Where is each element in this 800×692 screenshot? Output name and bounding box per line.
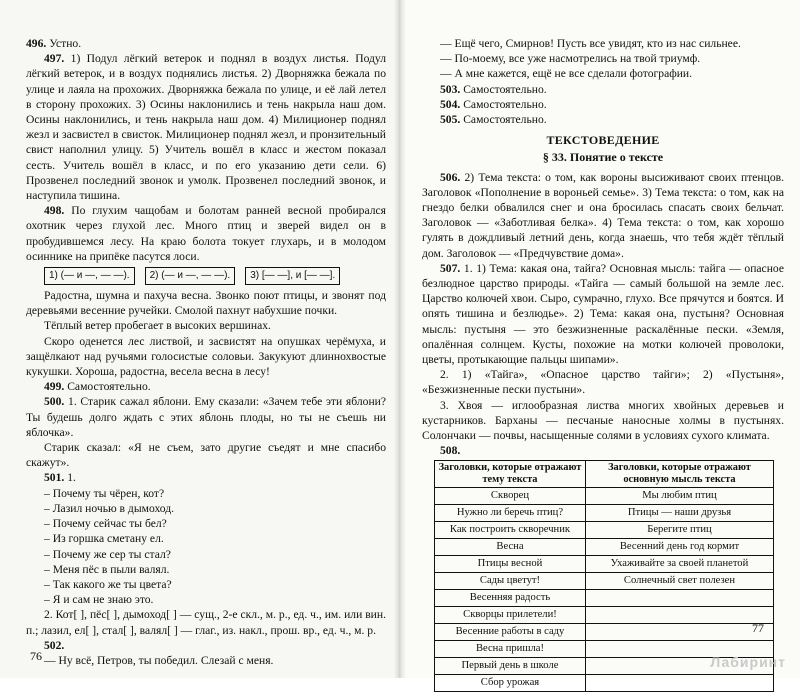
exercise-496: 496. Устно. xyxy=(26,37,82,50)
exercise-498: 498. По глухим чащобам и болотам ранней весной пробирался охотник через глухой лес. Много птиц и зверей видел он в пробудившемся лесу. На краю болота токует глухарь, и в молодом осиннике на припёке пасутся лоси. xyxy=(26,204,386,263)
exercise-504: 504. Самостоятельно. xyxy=(440,97,547,111)
cell-theme: Весна пришла! xyxy=(435,641,586,658)
dialog-line: — По-моему, все уже насмотрелись на твой триумф. xyxy=(440,52,701,66)
table-row xyxy=(435,522,774,539)
scheme-1: 1) (— и —, — —). xyxy=(44,267,135,285)
dialog-line: — Ещё чего, Смирнов! Пусть все увидят, кто из нас сильнее. xyxy=(440,37,741,50)
page-number-right: 77 xyxy=(752,620,764,635)
exercise-500-answer: Старик сказал: «Я не съем, зато другие съедят и мне спасибо скажут». xyxy=(26,441,386,470)
cell-main-idea xyxy=(585,590,773,607)
watermark-logo: Лабиринт xyxy=(710,653,786,670)
cell-main-idea xyxy=(585,675,773,692)
table-row xyxy=(435,488,774,505)
cell-theme: Сады цветут! xyxy=(435,573,586,590)
cell-theme: Первый день в школе xyxy=(435,658,586,675)
exercise-497: 497. 1) Подул лёгкий ветерок и поднял в воздух листья. Подул лёгкий ветерок, и в воздух поднялись листья. 2) Дворняжка бежала по улице и лаяла на прохожих. Дворняжка бежала по улице, и её лай летел в сторону прохожих. 3) Осины наклонились и тень накрыла наш дом. Осины наклонились, и тень накрыла наш дом. 4) Милиционер поднял жезл и засвистел в свисток. Милиционер поднял жезл, и пронзительный свист наполнил улицу. 5) Учитель вошёл в класс и жестом показал сесть. Учитель вошёл в класс, и по его указанию дети сели. 6) Прозвенел последний звонок и умолк. Прозвенел последний звонок, и наступила тишина. xyxy=(26,52,386,203)
exercise-506: 506. 2) Тема текста: о том, как вороны высиживают своих птенцов. Заголовок «Пополнение в вороньей семье». 3) Тема текста: о том, как на гнездо белки обвалился снег и она бросилась спасать своих бельчат. Заголовок — «Заботливая белка». 4) Тема текста: о том, как хорошо гулять в дождливый летний день, когда знаешь, что тебя ждёт тёплый дом. Заголовок — «Предчувствие дома». xyxy=(422,170,784,260)
left-column xyxy=(26,36,386,668)
scheme-2: 2) (— и —, — —). xyxy=(145,267,236,285)
dialog-line: – Почему ты чёрен, кот? xyxy=(44,486,165,500)
dialog-line: — А мне кажется, ещё не все сделали фотографии. xyxy=(440,67,693,81)
cell-theme: Весенние работы в саду xyxy=(435,624,586,641)
table-header-row xyxy=(435,461,774,488)
dialog-line: – Из горшка сметану ел. xyxy=(44,532,164,546)
scheme-3: 3) [— —], и [— —]. xyxy=(245,267,340,285)
cell-main-idea: Ухаживайте за своей планетой xyxy=(585,556,773,573)
exercise-501-part-2: 2. Кот[ ], пёс[ ], дымоход[ ] — сущ., 2-е скл., м. р., ед. ч., им. или вин. п.; лазил, ел[ ], стал[ ], валял[ ] — глаг., из. накл., прош. вр., ед. ч., м. р. xyxy=(26,608,386,637)
left-page xyxy=(0,0,400,678)
exercise-507-part-3: 3. Хвоя — иглообразная листва многих хвойных деревьев и кустарников. Барханы — песчаные наносные холмы в пустынях. Солончаки — почвы, насыщенные солями в условиях сухого климата. xyxy=(422,398,784,443)
exercise-499: 499. Самостоятельно. xyxy=(44,380,151,394)
right-column xyxy=(422,36,784,692)
dialog-line: – Я и сам не знаю это. xyxy=(44,593,154,607)
cell-theme: Сбор урожая xyxy=(435,675,586,692)
exercise-502-text: — Ну всё, Петров, ты победил. Слезай с меня. xyxy=(44,653,274,667)
table-row xyxy=(435,539,774,556)
cell-main-idea: Мы любим птиц xyxy=(585,488,773,505)
table-row xyxy=(435,505,774,522)
sentence-schemes xyxy=(44,267,386,285)
spring-paragraph-3: Скоро оденется лес листвой, и засвистят на опушках черёмуха, и защёлкают над ручьями голосистые соловьи. Закукуют длиннохвостые кукушки. Хороша, радостна, весела весна в лесу! xyxy=(26,334,386,379)
cell-theme: Как построить скворечник xyxy=(435,522,586,539)
dialog-line: – Меня пёс в пыли валял. xyxy=(44,562,170,576)
cell-theme: Весна xyxy=(435,539,586,556)
exercise-500: 500. 1. Старик сажал яблони. Ему сказали: «Зачем тебе эти яблони? Ты будешь долго ждать с этих яблонь плоды, но ты не съешь ни яблочка». xyxy=(26,395,386,439)
table-row xyxy=(435,675,774,692)
cell-main-idea: Весенний день год кормит xyxy=(585,539,773,556)
right-page xyxy=(400,0,800,689)
table-row xyxy=(435,573,774,590)
cell-theme: Скворец xyxy=(435,488,586,505)
cell-main-idea: Берегите птиц xyxy=(585,522,773,539)
cell-main-idea xyxy=(585,607,773,624)
exercise-507-part-2: 2. 1) «Тайга», «Опасное царство тайги»; 2) «Пустыня», «Безжизненные пески пустыни». xyxy=(422,368,784,397)
cell-main-idea: Птицы — наши друзья xyxy=(585,505,773,522)
cell-main-idea xyxy=(585,624,773,641)
exercise-507: 507. 1. 1) Тема: какая она, тайга? Основная мысль: тайга — опасное безлюдное царство природы. «Тайга — самый большой на земле лес. Царство колючей хвои. Сыро, сумрачно, глухо. Все прячутся и боятся. И опять тишина и безлюдье». 2) Тема: какая она, пустыня? Основная мысль: пустыня — это безжизненные раскалённые пески. «Земля, опалённая солнцем. Кусты, похожие на мотки колючей проволоки, цветы, протыкающие пальцы шипами». xyxy=(422,261,784,367)
header-main-idea: Заголовки, которые отражают основную мысль текста xyxy=(585,461,773,488)
header-theme: Заголовки, которые отражают тему текста xyxy=(435,461,586,488)
dialog-line: – Почему же сер ты стал? xyxy=(44,547,171,561)
spring-paragraph-2: Тёплый ветер пробегает в высоких вершинах. xyxy=(44,319,271,333)
table-row xyxy=(435,590,774,607)
cell-theme: Нужно ли беречь птиц? xyxy=(435,505,586,522)
exercise-505: 505. Самостоятельно. xyxy=(440,113,547,127)
section-title: ТЕКСТОВЕДЕНИЕ xyxy=(546,133,660,148)
exercise-502: 502. xyxy=(44,638,65,652)
dialog-line: – Почему сейчас ты бел? xyxy=(44,517,167,531)
table-row xyxy=(435,607,774,624)
spring-paragraph-1: Радостна, шумна и пахуча весна. Звонко поют птицы, и звонят под деревьями весенние ручейки. Смолой пахнут набухшие почки. xyxy=(26,289,386,318)
table-row xyxy=(435,624,774,641)
page-number-left: 76 xyxy=(30,648,42,663)
cell-theme: Скворцы прилетели! xyxy=(435,607,586,624)
dialog-line: – Лазил ночью в дымоход. xyxy=(44,501,175,515)
exercise-501: 501. 1. xyxy=(44,471,76,485)
dialog-line: – Так какого же ты цвета? xyxy=(44,577,172,591)
exercise-503: 503. Самостоятельно. xyxy=(440,82,547,96)
exercise-508: 508. xyxy=(440,444,461,458)
cell-theme: Птицы весной xyxy=(435,556,586,573)
cell-main-idea: Солнечный свет полезен xyxy=(585,573,773,590)
cell-theme: Весенняя радость xyxy=(435,590,586,607)
book-spine-shadow xyxy=(394,0,406,678)
table-row xyxy=(435,556,774,573)
subsection-title: § 33. Понятие о тексте xyxy=(542,150,664,165)
